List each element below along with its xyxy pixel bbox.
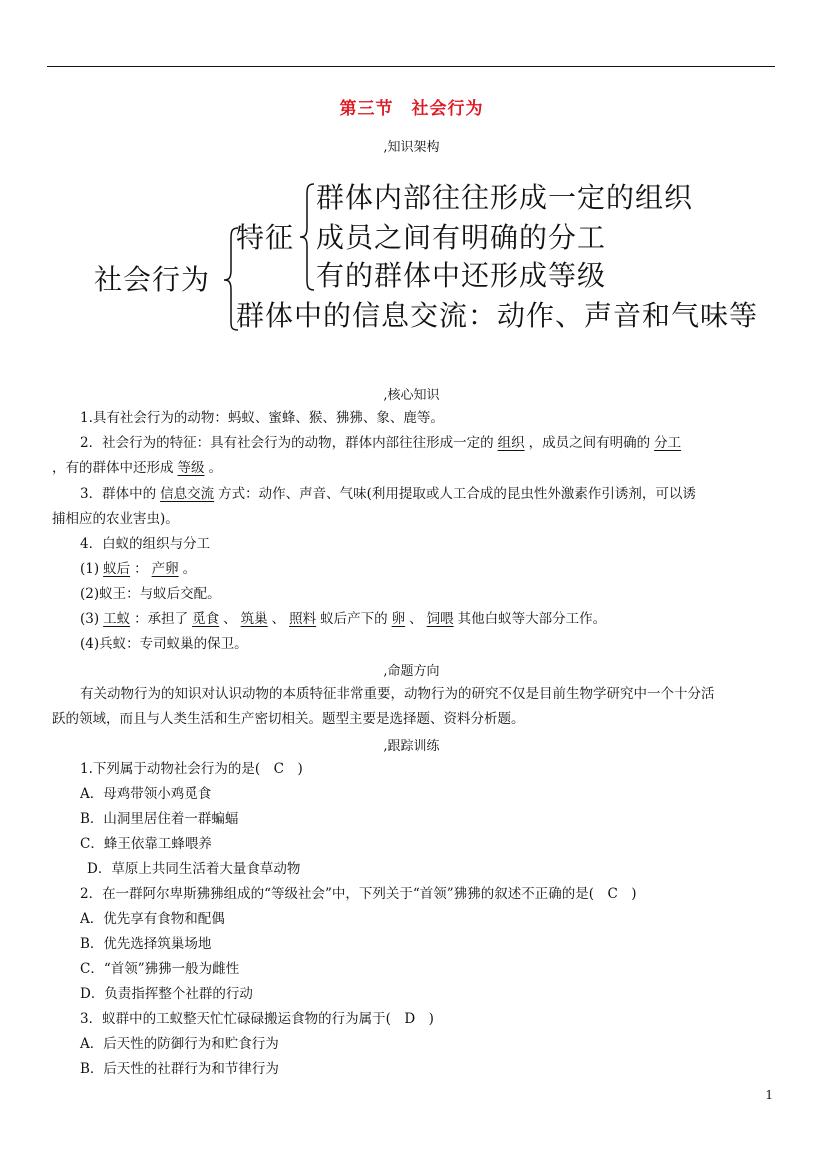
direction-line1: 有关动物行为的知识对认识动物的本质特征非常重要，动物行为的研究不仅是目前生物学研究中一个十分活 bbox=[80, 686, 715, 702]
question-1-option-b: B．山洞里居住着一群蝙蝠 bbox=[80, 811, 239, 827]
blank-lay-eggs: 产卵 bbox=[151, 561, 179, 577]
question-1: 1.下列属于动物社会行为的是( C ) bbox=[80, 761, 303, 777]
diagram-feature-brace bbox=[298, 182, 318, 292]
blank-organization: 组织 bbox=[497, 435, 525, 451]
core-p4-4: (4)兵蚁：专司蚁巢的保卫。 bbox=[80, 636, 248, 652]
question-3: 3．蚁群中的工蚁整天忙忙碌碌搬运食物的行为属于( D ) bbox=[80, 1011, 434, 1027]
section-heading-core: ,核心知识 bbox=[383, 388, 440, 403]
page-title: 第三节 社会行为 bbox=[339, 99, 484, 119]
question-1-option-d: D．草原上共同生活着大量食草动物 bbox=[87, 861, 301, 877]
core-p4-1: (1) 蚁后 ： 产卵 。 bbox=[80, 561, 197, 577]
diagram-feature: 特征 bbox=[236, 221, 295, 254]
blank-forage: 觅食 bbox=[192, 611, 220, 627]
diagram-feature-item-2: 成员之间有明确的分工 bbox=[316, 221, 607, 254]
question-1-option-c: C．蜂王依靠工蜂喂养 bbox=[80, 836, 212, 852]
page-number: 1 bbox=[765, 1088, 773, 1102]
section-heading-training: ,跟踪训练 bbox=[383, 739, 440, 754]
core-p2-line1: 2．社会行为的特征：具有社会行为的动物，群体内部往往形成一定的 组织 ，成员之间有明确的 分工 bbox=[80, 433, 685, 453]
blank-queen: 蚁后 bbox=[103, 561, 131, 577]
blank-worker: 工蚁 bbox=[103, 611, 131, 627]
core-p3-line2: 捕相应的农业害虫)。 bbox=[52, 511, 179, 527]
direction-line2: 跃的领域，而且与人类生活和生产密切相关。题型主要是选择题、资料分析题。 bbox=[52, 711, 525, 727]
diagram-feature-item-1: 群体内部往往形成一定的组织 bbox=[316, 181, 694, 214]
core-p1: 1.具有社会行为的动物：蚂蚁、蜜蜂、猴、狒狒、象、鹿等。 bbox=[80, 410, 444, 426]
blank-egg: 卵 bbox=[391, 611, 406, 627]
question-2-option-a: A．优先享有食物和配偶 bbox=[80, 911, 225, 927]
core-p4: 4．白蚁的组织与分工 bbox=[80, 536, 211, 552]
diagram-root: 社会行为 bbox=[94, 263, 211, 296]
header-rule bbox=[47, 66, 775, 67]
blank-info-exchange: 信息交流 bbox=[160, 486, 215, 502]
core-p4-2: (2)蚁王：与蚁后交配。 bbox=[80, 586, 221, 602]
question-2-option-c: C．“首领”狒狒一般为雌性 bbox=[80, 961, 240, 977]
question-3-option-a: A．后天性的防御行为和贮食行为 bbox=[80, 1036, 279, 1052]
blank-division: 分工 bbox=[654, 435, 682, 451]
question-2-option-d: D．负责指挥整个社群的行动 bbox=[80, 986, 253, 1002]
core-p2-line2: ，有的群体中还形成 等级 。 bbox=[52, 460, 222, 476]
blank-feed: 饲喂 bbox=[426, 611, 454, 627]
section-heading-direction: ,命题方向 bbox=[383, 664, 440, 679]
blank-build-nest: 筑巢 bbox=[240, 611, 268, 627]
question-2-option-b: B．优先选择筑巢场地 bbox=[80, 936, 212, 952]
diagram-feature-item-3: 有的群体中还形成等级 bbox=[316, 259, 607, 292]
section-heading-framework: ,知识架构 bbox=[383, 140, 440, 155]
diagram-info: 群体中的信息交流：动作、声音和气味等 bbox=[236, 299, 759, 332]
question-2: 2．在一群阿尔卑斯狒狒组成的“等级社会”中，下列关于“首领”狒狒的叙述不正确的是( C ) bbox=[80, 886, 637, 902]
question-3-option-b: B．后天性的社群行为和节律行为 bbox=[80, 1061, 279, 1077]
core-p4-3: (3) 工蚁 ：承担了 觅食 、 筑巢 、 照料 蚁后产下的 卵 、 饲喂 其他白蚁等大部分工作。 bbox=[80, 611, 607, 627]
blank-care: 照料 bbox=[289, 611, 317, 627]
core-p3-line1: 3．群体中的 信息交流 方式：动作、声音、气味(利用提取或人工合成的昆虫性外激素作引诱剂，可以诱 bbox=[80, 486, 696, 502]
blank-rank: 等级 bbox=[177, 460, 205, 476]
question-1-option-a: A．母鸡带领小鸡觅食 bbox=[80, 786, 212, 802]
